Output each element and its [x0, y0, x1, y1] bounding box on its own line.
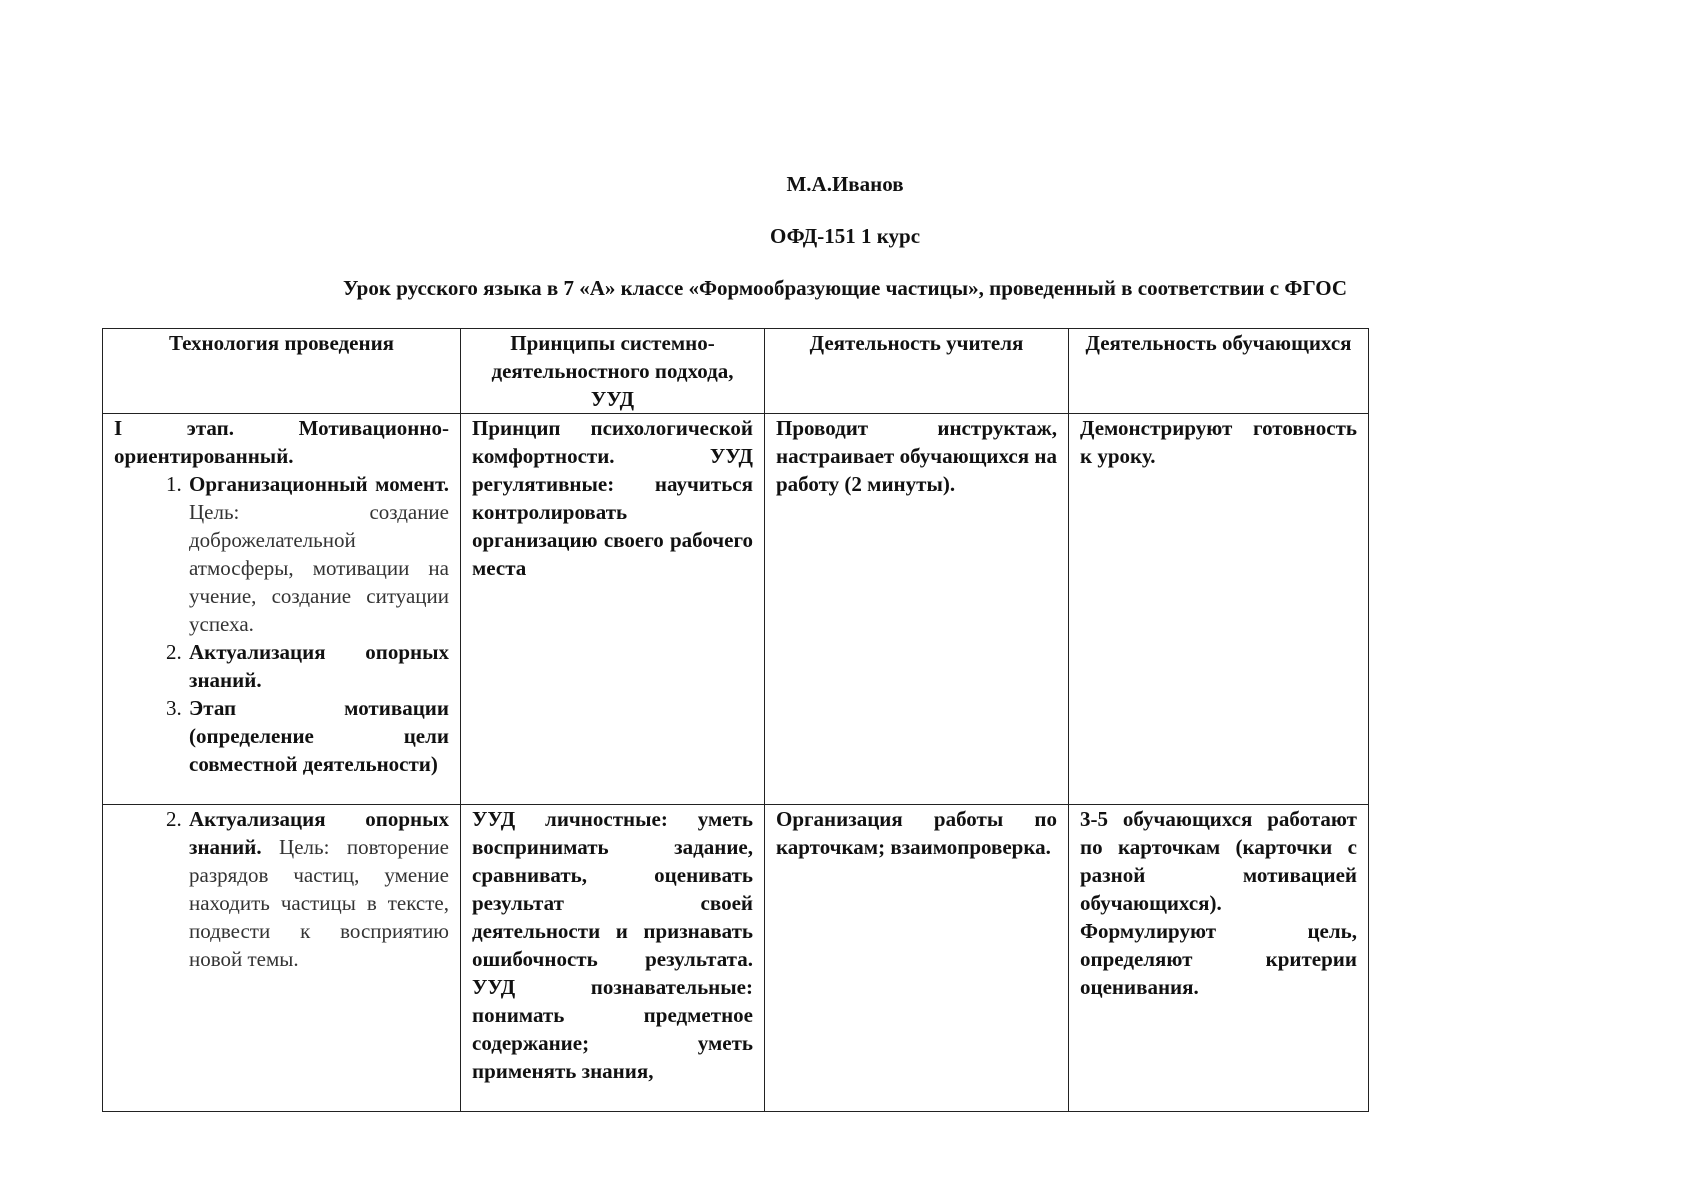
stage-title: I этап. Мотивационно-ориентированный. [114, 416, 449, 468]
teacher-text: Организация работы по карточкам; взаимопроверка. [776, 807, 1057, 859]
table-row [103, 414, 1369, 805]
principles-cell [461, 414, 765, 805]
author-name: М.А.Иванов [786, 172, 904, 196]
step-title: Актуализация опорных знаний. [189, 640, 449, 692]
step-item [187, 470, 449, 638]
principles-cell [461, 805, 765, 1112]
step-item [187, 638, 449, 694]
table-header-row [103, 329, 1369, 414]
students-text: 3-5 обучающихся работают по карточкам (карточки с разной мотивацией обучающихся). Формулируют цель, определяют критерии оценивания. [1080, 807, 1357, 999]
teacher-text: Проводит инструктаж, настраивает обучающихся на работу (2 минуты). [776, 416, 1057, 496]
technology-cell [103, 414, 461, 805]
principles-text: Принцип психологической комфортности. УУД регулятивные: научиться контролировать организацию своего рабочего места [472, 416, 753, 580]
step-item [187, 805, 449, 973]
lesson-title: Урок русского языка в 7 «А» классе «Формообразующие частицы», проведенный в соответствии с ФГОС [342, 276, 1347, 300]
students-cell [1069, 805, 1369, 1112]
step-goal: Цель: создание доброжелательной атмосферы, мотивации на учение, создание ситуации успеха. [189, 500, 449, 636]
column-header-principles: Принципы системно-деятельностного подхода, УУД [461, 329, 765, 414]
table-row [103, 805, 1369, 1112]
step-title: Актуализация опорных знаний. [189, 807, 449, 859]
column-header-students: Деятельность обучающихся [1069, 329, 1369, 414]
students-text: Демонстрируют готовность к уроку. [1080, 416, 1357, 468]
group-label: ОФД-151 1 курс [769, 224, 921, 248]
steps-list [114, 805, 449, 973]
students-cell [1069, 414, 1369, 805]
step-title: Организационный момент. [189, 472, 449, 496]
technology-cell [103, 805, 461, 1112]
lesson-table [102, 328, 1369, 1112]
step-item [187, 694, 449, 778]
step-goal: Цель: повторение разрядов частиц, умение находить частицы в тексте, подвести к восприятию новой темы. [189, 835, 449, 971]
steps-list [114, 470, 449, 778]
teacher-cell [765, 414, 1069, 805]
column-header-technology: Технология проведения [103, 329, 461, 414]
step-title: Этап мотивации (определение цели совместной деятельности) [189, 696, 449, 776]
principles-text: УУД личностные: уметь воспринимать задание, сравнивать, оценивать результат своей деятельности и признавать ошибочность результата. УУД познавательные: понимать предметное содержание; уметь применять знания, [472, 807, 753, 1083]
column-header-teacher: Деятельность учителя [765, 329, 1069, 414]
teacher-cell [765, 805, 1069, 1112]
